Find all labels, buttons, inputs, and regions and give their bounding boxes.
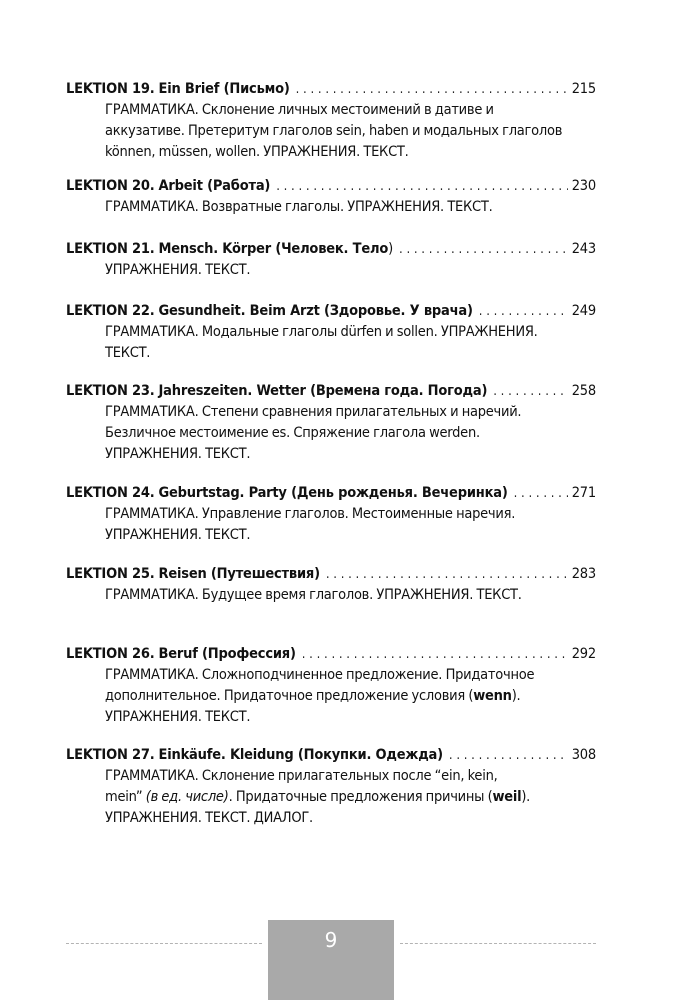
desc-line: УПРАЖНЕНИЯ. ТЕКСТ.: [105, 709, 251, 725]
desc-line: УПРАЖНЕНИЯ. ТЕКСТ.: [105, 527, 251, 543]
lesson-title: Einkäufe. Kleidung (Покупки. Одежда): [158, 747, 443, 763]
desc-line: [105, 686, 596, 707]
page-ref: 308: [571, 747, 596, 763]
lesson-description: [105, 504, 596, 546]
lesson-number: LEKTION 21.: [66, 241, 155, 257]
toc-entry-23[interactable]: [66, 381, 596, 465]
toc-entry-heading: [66, 564, 596, 585]
page-footer: [0, 920, 682, 1000]
toc-entry-21[interactable]: [66, 239, 596, 281]
desc-text: ).: [521, 789, 531, 805]
desc-line: ГРАММАТИКА. Управление глаголов. Местоименные наречия.: [105, 506, 516, 522]
toc-entry-25[interactable]: [66, 564, 596, 606]
page-ref: 243: [571, 241, 596, 257]
dashed-rule-right: [400, 943, 596, 944]
toc-entry-heading: [66, 176, 596, 197]
keyword: weil: [492, 789, 522, 805]
toc-entry-27[interactable]: [66, 745, 596, 829]
lesson-number: LEKTION 20.: [66, 178, 155, 194]
toc-entry-heading: [66, 79, 596, 100]
lesson-number: LEKTION 19.: [66, 81, 155, 97]
lesson-title: Jahreszeiten. Wetter (Времена года. Погода): [158, 383, 488, 399]
page-ref: 230: [571, 178, 596, 194]
lesson-title: Ein Brief (Письмо): [158, 81, 290, 97]
leader-dots: [296, 79, 568, 100]
lesson-number: LEKTION 26.: [66, 646, 155, 662]
page-ref: 292: [571, 646, 596, 662]
lesson-title: Geburtstag. Party (День рожденья. Вечеринка): [158, 485, 508, 501]
lesson-number: LEKTION 22.: [66, 303, 155, 319]
desc-text: mein”: [105, 789, 143, 805]
leader-dots: [399, 239, 568, 260]
leader-dots: [514, 483, 568, 504]
toc-entry-19[interactable]: [66, 79, 596, 163]
lesson-title: Arbeit (Работа): [158, 178, 271, 194]
lesson-description: [105, 665, 596, 728]
lesson-number: LEKTION 25.: [66, 566, 155, 582]
lesson-description: [105, 402, 596, 465]
leader-dots: [276, 176, 568, 197]
desc-line: [105, 787, 596, 808]
toc-entry-heading: [66, 483, 596, 504]
desc-line: ГРАММАТИКА. Возвратные глаголы. УПРАЖНЕНИЯ. ТЕКСТ.: [105, 199, 493, 215]
lesson-description: [105, 197, 596, 218]
desc-line: ГРАММАТИКА. Модальные глаголы dürfen и sollen. УПРАЖНЕНИЯ.: [105, 324, 538, 340]
desc-text: ).: [511, 688, 521, 704]
toc-entry-26[interactable]: [66, 644, 596, 728]
toc-entry-heading: [66, 301, 596, 322]
toc-entry-heading: [66, 745, 596, 766]
page-ref: 215: [571, 81, 596, 97]
desc-line: УПРАЖНЕНИЯ. ТЕКСТ.: [105, 262, 251, 278]
keyword: wenn: [473, 688, 512, 704]
page-ref: 271: [571, 485, 596, 501]
desc-line: ГРАММАТИКА. Степени сравнения прилагательных и наречий.: [105, 404, 522, 420]
lesson-title: Beruf (Профессия): [158, 646, 296, 662]
page-number: 9: [324, 928, 338, 952]
leader-dots: [493, 381, 567, 402]
lesson-description: [105, 585, 596, 606]
page-ref: 258: [571, 383, 596, 399]
lesson-description: [105, 322, 596, 364]
toc-entry-heading: [66, 239, 596, 260]
desc-text: дополнительное. Придаточное предложение условия (: [105, 688, 474, 704]
lesson-title-tail: ): [388, 241, 394, 257]
desc-line: ГРАММАТИКА. Склонение прилагательных после “ein, kein,: [105, 768, 498, 784]
lesson-number: LEKTION 24.: [66, 485, 155, 501]
leader-dots: [479, 301, 568, 322]
lesson-description: [105, 260, 596, 281]
desc-line: Безличное местоимение es. Спряжение глагола werden.: [105, 425, 480, 441]
toc-entry-heading: [66, 381, 596, 402]
desc-line: ГРАММАТИКА. Будущее время глаголов. УПРАЖНЕНИЯ. ТЕКСТ.: [105, 587, 522, 603]
lesson-number: LEKTION 23.: [66, 383, 155, 399]
toc-entry-24[interactable]: [66, 483, 596, 546]
page-ref: 283: [571, 566, 596, 582]
italic-note: (в ед. числе): [142, 789, 229, 805]
toc-entry-22[interactable]: [66, 301, 596, 364]
desc-line: ГРАММАТИКА. Склонение личных местоимений в дативе и: [105, 102, 494, 118]
leader-dots: [302, 644, 568, 665]
desc-line: ТЕКСТ.: [105, 345, 151, 361]
desc-line: УПРАЖНЕНИЯ. ТЕКСТ. ДИАЛОГ.: [105, 810, 313, 826]
desc-line: аккузативе. Претеритум глаголов sein, haben и модальных глаголов: [105, 123, 563, 139]
lesson-description: [105, 100, 596, 163]
leader-dots: [449, 745, 568, 766]
desc-line: ГРАММАТИКА. Сложноподчиненное предложение. Придаточное: [105, 667, 535, 683]
lesson-title: Reisen (Путешествия): [158, 566, 320, 582]
desc-line: УПРАЖНЕНИЯ. ТЕКСТ.: [105, 446, 251, 462]
lesson-title: Gesundheit. Beim Arzt (Здоровье. У врача): [158, 303, 473, 319]
lesson-title: Mensch. Körper (Человек. Тело: [158, 241, 389, 257]
dashed-rule-left: [66, 943, 262, 944]
lesson-description: [105, 766, 596, 829]
toc-entry-20[interactable]: [66, 176, 596, 218]
toc-entry-heading: [66, 644, 596, 665]
leader-dots: [326, 564, 568, 585]
desc-text: . Придаточные предложения причины (: [228, 789, 493, 805]
desc-line: können, müssen, wollen. УПРАЖНЕНИЯ. ТЕКСТ.: [105, 144, 409, 160]
lesson-number: LEKTION 27.: [66, 747, 155, 763]
page-ref: 249: [571, 303, 596, 319]
